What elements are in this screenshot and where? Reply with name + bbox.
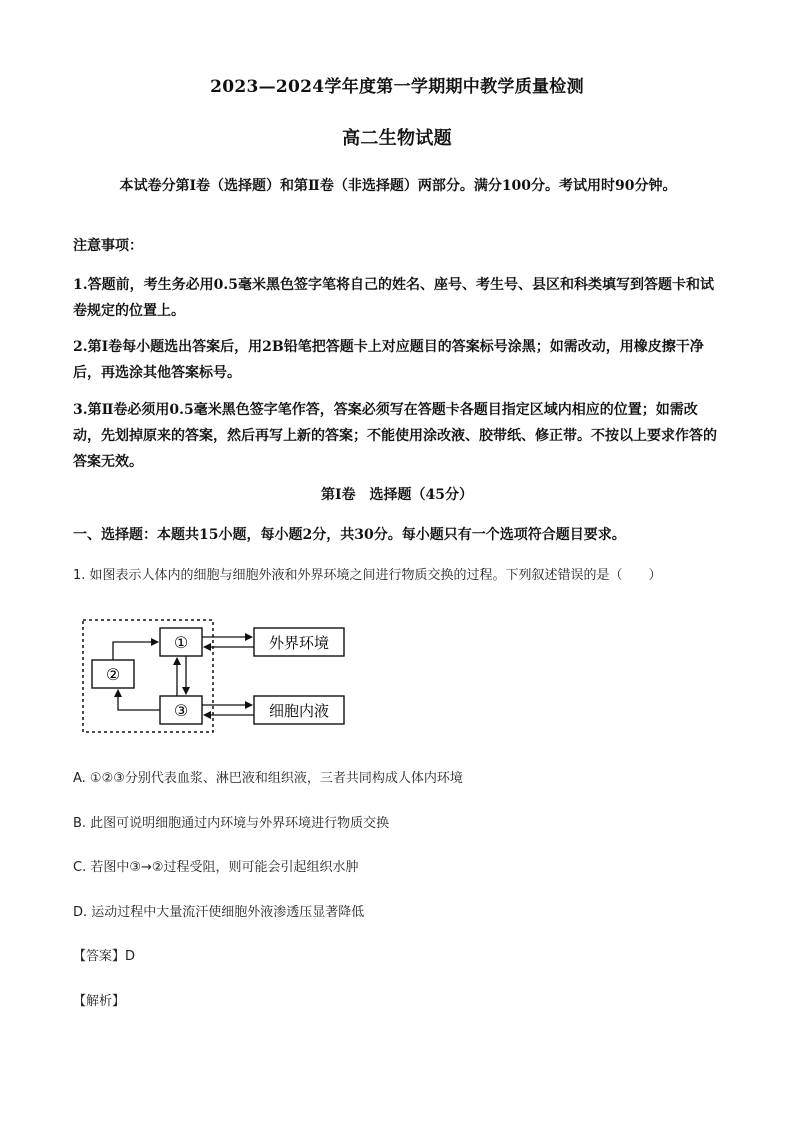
arrow-2-to-1 xyxy=(113,642,158,660)
exam-subtitle: 高二生物试题 xyxy=(342,128,452,149)
exam-intro: 本试卷分第Ⅰ卷（选择题）和第Ⅱ卷（非选择题）两部分。满分100分。考试用时90分钟。 xyxy=(119,178,677,194)
outside-env-label: 外界环境 xyxy=(268,634,330,652)
analysis-label: 【解析】 xyxy=(73,994,126,1009)
option-a: A. ①②③分别代表血浆、淋巴液和组织液，三者共同构成人体内环境 xyxy=(73,771,463,786)
option-d: D. 运动过程中大量流汗使细胞外液渗透压显著降低 xyxy=(73,905,365,920)
node-1-label: ① xyxy=(173,633,189,652)
option-b: B. 此图可说明细胞通过内环境与外界环境进行物质交换 xyxy=(73,816,390,831)
node-2-label: ② xyxy=(105,665,121,684)
question-stem: 1. 如图表示人体内的细胞与细胞外液和外界环境之间进行物质交换的过程。下列叙述错误的是（ ） xyxy=(73,568,662,583)
part-heading: 一、选择题：本题共15小题，每小题2分，共30分。每小题只有一个选项符合题目要求。 xyxy=(73,527,626,543)
exchange-diagram xyxy=(80,616,350,736)
notice-item-3: 3.第Ⅱ卷必须用0.5毫米黑色签字笔作答，答案必须写在答题卡各题目指定区域内相应的位置；如需改动，先划掉原来的答案，然后再写上新的答案；不能使用涂改液、胶带纸、修正带。不按以上要求作答的答案无效。 xyxy=(73,402,717,470)
section-heading: 第Ⅰ卷 选择题（45分） xyxy=(320,487,474,503)
answer-label: 【答案】D xyxy=(73,949,136,964)
notice-item-1: 1.答题前，考生务必用0.5毫米黑色签字笔将自己的姓名、座号、考生号、县区和科类填写到答题卡和试卷规定的位置上。 xyxy=(73,277,714,319)
node-3-label: ③ xyxy=(173,701,189,720)
arrow-3-to-2 xyxy=(118,690,160,710)
notice-heading: 注意事项： xyxy=(73,238,143,254)
option-c: C. 若图中③→②过程受阻，则可能会引起组织水肿 xyxy=(73,860,359,875)
inside-fluid-label: 细胞内液 xyxy=(268,702,330,720)
notice-item-2: 2.第Ⅰ卷每小题选出答案后，用2B铅笔把答题卡上对应题目的答案标号涂黑；如需改动，用橡皮擦干净后，再选涂其他答案标号。 xyxy=(73,339,704,381)
exam-title: 2023—2024学年度第一学期期中教学质量检测 xyxy=(210,77,584,97)
